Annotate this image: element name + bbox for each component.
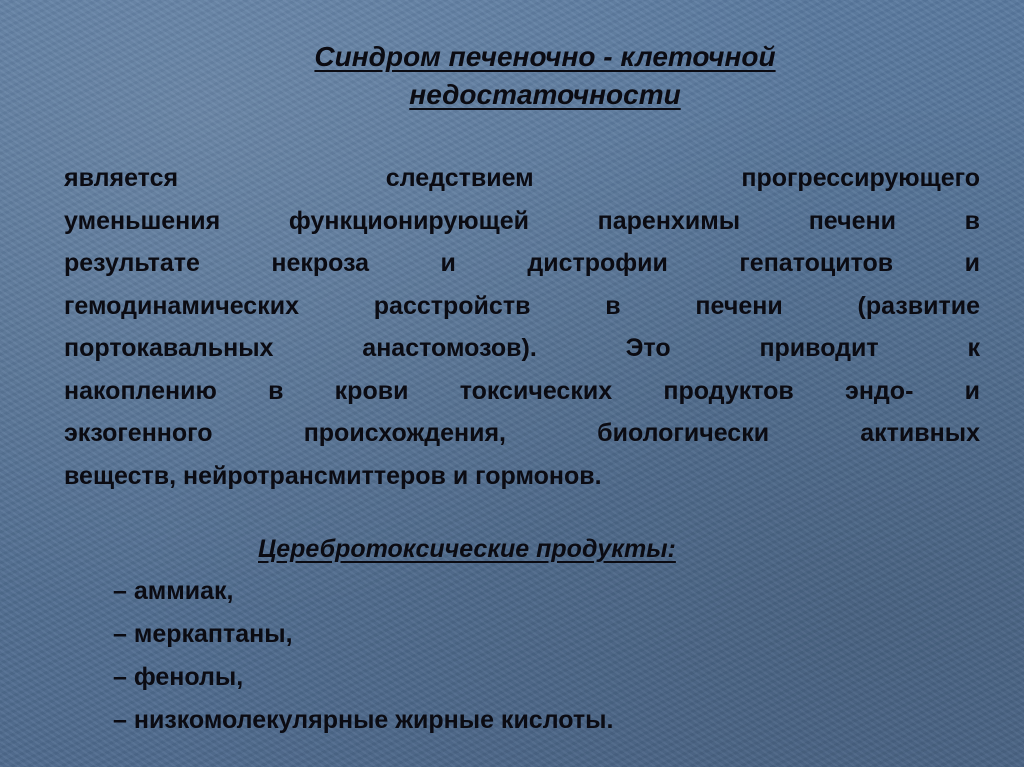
paragraph-line: гемодинамических расстройств в печени (развитие — [64, 291, 980, 320]
paragraph-line: является следствием прогрессирующего — [64, 164, 980, 192]
body-paragraph — [64, 157, 980, 497]
slide-title-line-1: Синдром печеночно - клеточной — [314, 41, 776, 72]
paragraph-line: веществ, нейротрансмиттеров и гормонов. — [64, 461, 602, 490]
paragraph-line: экзогенного происхождения, биологически активных — [64, 419, 980, 447]
paragraph-line: накоплению в крови токсических продуктов эндо- и — [64, 376, 980, 405]
section-subtitle: Церебротоксические продукты: — [258, 535, 676, 563]
paragraph-line: результате некроза и дистрофии гепатоцитов и — [64, 249, 980, 277]
list-item: – аммиак, — [113, 577, 234, 605]
paragraph-line: уменьшения функционирующей паренхимы печени в — [64, 206, 980, 235]
list-item: – фенолы, — [113, 663, 244, 691]
list-item: – низкомолекулярные жирные кислоты. — [113, 706, 614, 734]
paragraph-line: портокавальных анастомозов). Это приводит к — [64, 334, 980, 362]
toxic-products-list — [113, 570, 613, 742]
slide-title-line-2: недостаточности — [409, 79, 681, 110]
slide-title — [200, 38, 890, 114]
list-item: – меркаптаны, — [113, 620, 293, 648]
